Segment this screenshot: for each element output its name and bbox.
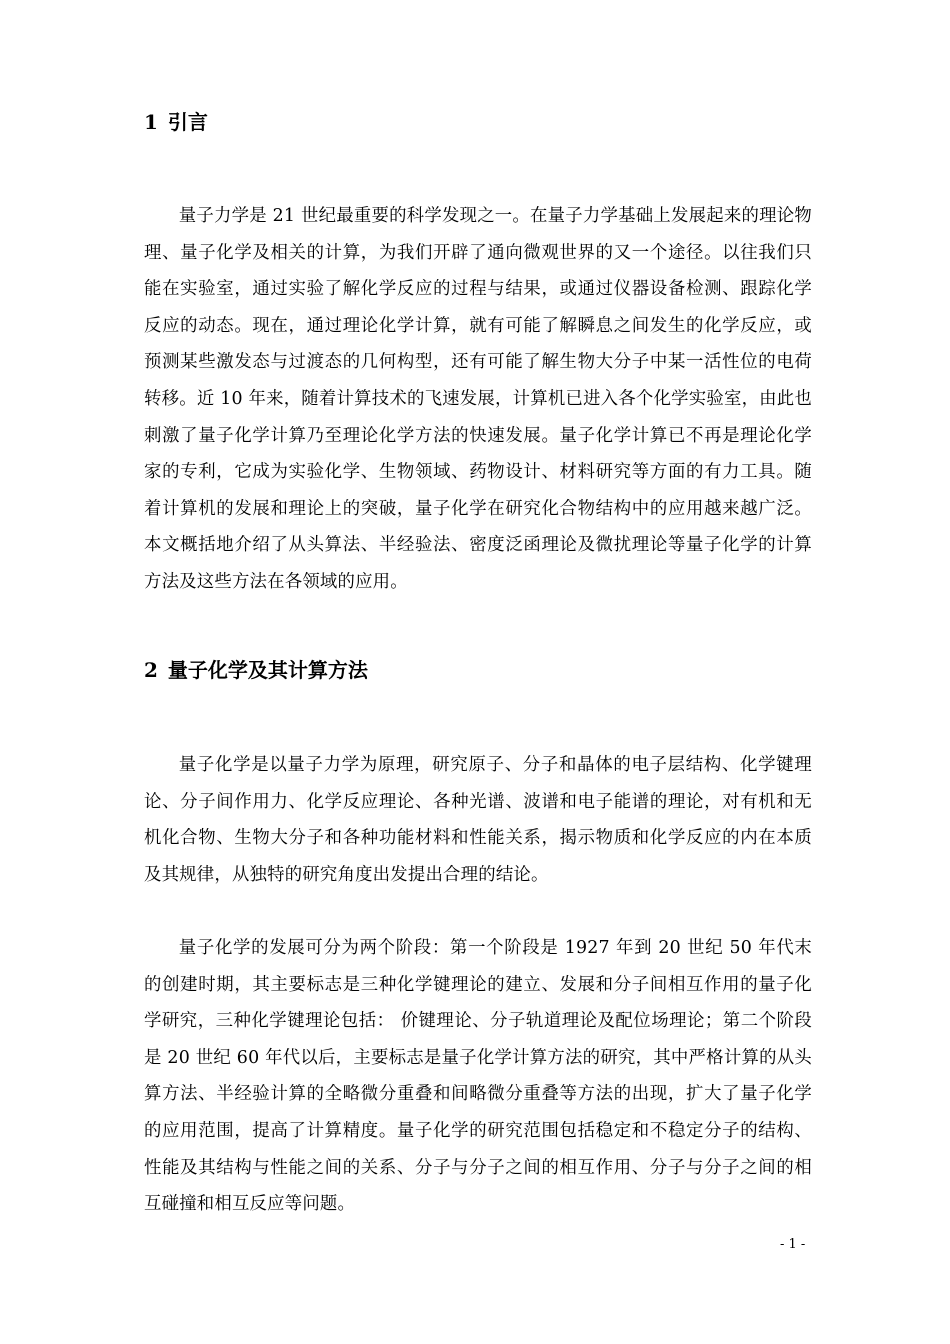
section-title: 引言 — [167, 110, 208, 134]
paragraph: 量子力学是 21 世纪最重要的科学发现之一。在量子力学基础上发展起来的理论物理、量子化学及相关的计算，为我们开辟了通向微观世界的又一个途径。以往我们只能在实验室，通过实验了解化学反应的过程与结果，或通过仪器设备检测、跟踪化学反应的动态。现在，通过理论化学计算，就有可能了解瞬息之间发生的化学反应，或预测某些激发态与过渡态的几何构型，还有可能了解生物大分子中某一活性位的电荷转移。近 10 年来，随着计算技术的飞速发展，计算机已进入各个化学实验室，由此也刺激了量子化学计算乃至理论化学方法的快速发展。量子化学计算已不再是理论化学家的专利，它成为实验化学、生物领域、药物设计、材料研究等方面的有力工具。随着计算机的发展和理论上的突破，量子化学在研究化合物结构中的应用越来越广泛。本文概括地介绍了从头算法、半经验法、密度泛函理论及微扰理论等量子化学的计算方法及这些方法在各领域的应用。 — [144, 206, 812, 592]
section-title: 量子化学及其计算方法 — [167, 658, 368, 682]
paragraph: 量子化学是以量子力学为原理，研究原子、分子和晶体的电子层结构、化学键理论、分子间作用力、化学反应理论、各种光谱、波谱和电子能谱的理论，对有机和无机化合物、生物大分子和各种功能材料和性能关系，揭示物质和化学反应的内在本质及其规律，从独特的研究角度出发提出合理的结论。 — [144, 755, 812, 885]
section-number: 1 — [144, 110, 158, 134]
section-1-heading — [144, 108, 208, 136]
section-2-heading — [144, 656, 368, 684]
page-number: - 1 - — [780, 1237, 806, 1252]
paragraph: 量子化学的发展可分为两个阶段：第一个阶段是 1927 年到 20 世纪 50 年代末的创建时期，其主要标志是三种化学键理论的建立、发展和分子间相互作用的量子化学研究，三种化学键理论包括： 价键理论、分子轨道理论及配位场理论；第二个阶段是 20 世纪 60 年代以后，主要标志是量子化学计算方法的研究，其中严格计算的从头算方法、半经验计算的全略微分重叠和间略微分重叠等方法的出现，扩大了量子化学的应用范围，提高了计算精度。量子化学的研究范围包括稳定和不稳定分子的结构、性能及其结构与性能之间的关系、分子与分子之间的相互作用、分子与分子之间的相互碰撞和相互反应等问题。 — [144, 938, 812, 1215]
section-number: 2 — [144, 658, 158, 682]
